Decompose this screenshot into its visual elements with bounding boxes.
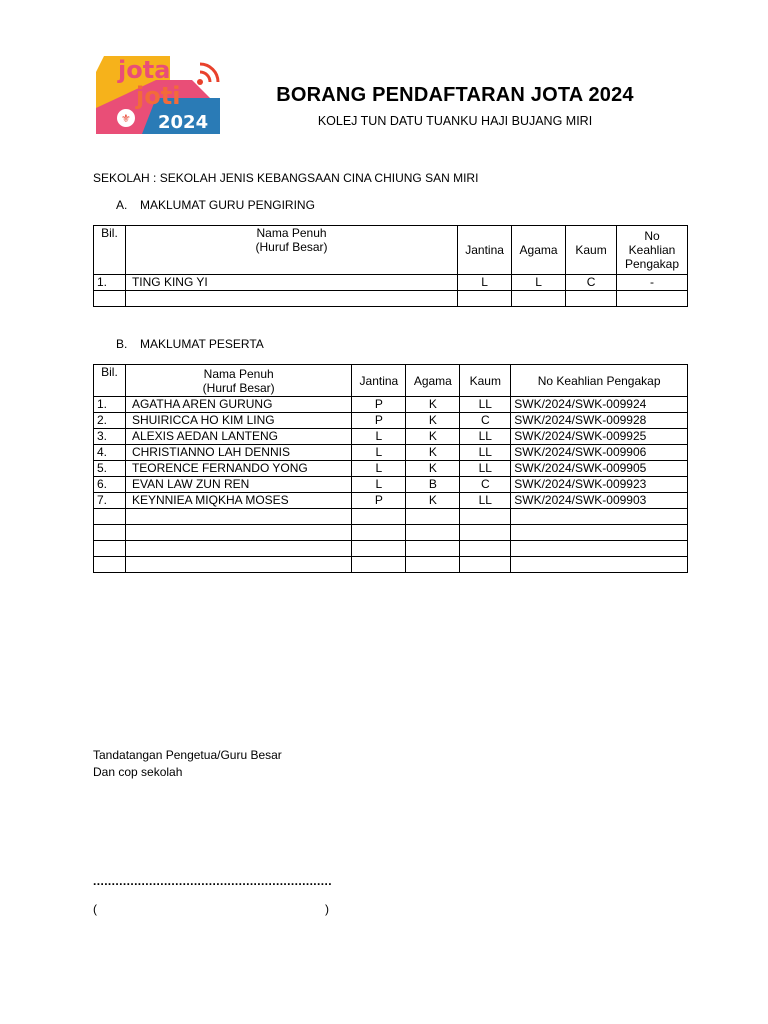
cell-nama xyxy=(125,541,351,557)
cell-nama: TING KING YI xyxy=(125,275,457,291)
name-close-paren: ) xyxy=(325,902,329,916)
table-row xyxy=(94,429,688,445)
cell-kaum: LL xyxy=(460,397,511,413)
header-agama: Agama xyxy=(406,365,460,397)
table-row xyxy=(94,413,688,429)
cell-jantina xyxy=(352,509,406,525)
cell-agama: K xyxy=(406,429,460,445)
svg-text:⚜: ⚜ xyxy=(121,112,131,125)
svg-text:2024: 2024 xyxy=(158,112,209,133)
table-row xyxy=(94,493,688,509)
cell-nama: CHRISTIANNO LAH DENNIS xyxy=(125,445,351,461)
cell-bil: 2. xyxy=(94,413,126,429)
section-b-title: MAKLUMAT PESERTA xyxy=(140,337,264,351)
participants-table xyxy=(93,364,688,573)
cell-no xyxy=(511,541,688,557)
cell-no xyxy=(511,509,688,525)
section-a-title: MAKLUMAT GURU PENGIRING xyxy=(140,198,315,212)
cell-kaum xyxy=(460,557,511,573)
cell-jantina: P xyxy=(352,413,406,429)
cell-agama: K xyxy=(406,413,460,429)
cell-no: SWK/2024/SWK-009925 xyxy=(511,429,688,445)
school-line: SEKOLAH : SEKOLAH JENIS KEBANGSAAN CINA CHIUNG SAN MIRI xyxy=(93,171,479,185)
cell-agama xyxy=(406,541,460,557)
cell-agama: L xyxy=(512,275,566,291)
cell-agama: K xyxy=(406,461,460,477)
cell-no xyxy=(511,525,688,541)
cell-nama: EVAN LAW ZUN REN xyxy=(125,477,351,493)
cell-jantina: L xyxy=(352,445,406,461)
cell-jantina: P xyxy=(352,397,406,413)
cell-no: SWK/2024/SWK-009906 xyxy=(511,445,688,461)
cell-jantina: L xyxy=(352,461,406,477)
cell-bil: 7. xyxy=(94,493,126,509)
header-nama-line2: (Huruf Besar) xyxy=(255,240,328,254)
cell-kaum xyxy=(460,509,511,525)
cell-nama: TEORENCE FERNANDO YONG xyxy=(125,461,351,477)
cell-agama: K xyxy=(406,493,460,509)
cell-bil: 4. xyxy=(94,445,126,461)
header-no-line3: Pengakap xyxy=(624,257,680,271)
header-bil: Bil. xyxy=(94,365,126,397)
cell-no: SWK/2024/SWK-009928 xyxy=(511,413,688,429)
header-nama-line1: Nama Penuh xyxy=(256,226,327,240)
table-row xyxy=(94,445,688,461)
header-nama-line1: Nama Penuh xyxy=(203,366,274,381)
svg-text:joti: joti xyxy=(136,82,181,110)
cell-kaum: C xyxy=(460,477,511,493)
header-jantina: Jantina xyxy=(458,226,512,275)
cell-bil xyxy=(94,541,126,557)
page-subtitle: KOLEJ TUN DATU TUANKU HAJI BUJANG MIRI xyxy=(317,114,593,128)
cell-agama: K xyxy=(406,445,460,461)
header-kaum: Kaum xyxy=(566,226,617,275)
cell-no: SWK/2024/SWK-009924 xyxy=(511,397,688,413)
cell-bil: 3. xyxy=(94,429,126,445)
cell-agama xyxy=(406,557,460,573)
cell-kaum: LL xyxy=(460,429,511,445)
table-row xyxy=(94,397,688,413)
cell-kaum: C xyxy=(460,413,511,429)
cell-jantina xyxy=(352,557,406,573)
cell-kaum xyxy=(566,291,617,307)
cell-jantina: L xyxy=(458,275,512,291)
header-nama xyxy=(125,365,351,397)
cell-bil: 1. xyxy=(94,275,126,291)
cell-jantina xyxy=(352,541,406,557)
cell-jantina xyxy=(458,291,512,307)
cell-jantina xyxy=(352,525,406,541)
jota-joti-2024-logo xyxy=(96,50,222,134)
cell-kaum: LL xyxy=(460,493,511,509)
section-a-marker: A. xyxy=(116,198,128,212)
cell-bil: 5. xyxy=(94,461,126,477)
signature-label: Tandatangan Pengetua/Guru Besar xyxy=(93,748,282,762)
cell-agama xyxy=(406,509,460,525)
cell-bil: 1. xyxy=(94,397,126,413)
cell-bil: 6. xyxy=(94,477,126,493)
table-row xyxy=(94,541,688,557)
header-no-keahlian xyxy=(617,226,688,275)
cell-kaum xyxy=(460,541,511,557)
cell-bil xyxy=(94,525,126,541)
table-row xyxy=(94,291,688,307)
teacher-table xyxy=(93,225,688,307)
cell-kaum: C xyxy=(566,275,617,291)
cell-agama xyxy=(512,291,566,307)
table-header-row xyxy=(94,226,688,275)
cell-agama: B xyxy=(406,477,460,493)
cell-nama xyxy=(125,525,351,541)
cell-agama: K xyxy=(406,397,460,413)
header-no-keahlian: No Keahlian Pengakap xyxy=(511,365,688,397)
table-row xyxy=(94,275,688,291)
cell-no xyxy=(511,557,688,573)
header-nama-line2: (Huruf Besar) xyxy=(202,380,275,395)
table-header-row xyxy=(94,365,688,397)
cell-no: - xyxy=(617,275,688,291)
name-open-paren: ( xyxy=(93,902,97,916)
cell-nama: ALEXIS AEDAN LANTENG xyxy=(125,429,351,445)
header-jantina: Jantina xyxy=(352,365,406,397)
cell-no: SWK/2024/SWK-009903 xyxy=(511,493,688,509)
cell-kaum: LL xyxy=(460,461,511,477)
signature-line: ................................................................ xyxy=(93,874,332,888)
cell-jantina: L xyxy=(352,429,406,445)
svg-text:jota: jota xyxy=(118,56,171,84)
cell-jantina: L xyxy=(352,477,406,493)
cell-bil xyxy=(94,291,126,307)
cell-jantina: P xyxy=(352,493,406,509)
page-title: BORANG PENDAFTARAN JOTA 2024 xyxy=(276,84,634,106)
table-row xyxy=(94,509,688,525)
cell-nama: KEYNNIEA MIQKHA MOSES xyxy=(125,493,351,509)
stamp-label: Dan cop sekolah xyxy=(93,765,183,779)
cell-bil xyxy=(94,557,126,573)
header-agama: Agama xyxy=(512,226,566,275)
header-no-line2: Keahlian xyxy=(628,243,676,257)
cell-nama xyxy=(125,291,457,307)
header-no-line1: No xyxy=(644,229,660,243)
cell-kaum: LL xyxy=(460,445,511,461)
cell-no: SWK/2024/SWK-009905 xyxy=(511,461,688,477)
header-kaum: Kaum xyxy=(460,365,511,397)
table-row xyxy=(94,525,688,541)
cell-bil xyxy=(94,509,126,525)
cell-kaum xyxy=(460,525,511,541)
table-row xyxy=(94,557,688,573)
table-row xyxy=(94,461,688,477)
cell-no: SWK/2024/SWK-009923 xyxy=(511,477,688,493)
table-row xyxy=(94,477,688,493)
cell-agama xyxy=(406,525,460,541)
cell-no xyxy=(617,291,688,307)
cell-nama: SHUIRICCA HO KIM LING xyxy=(125,413,351,429)
cell-nama xyxy=(125,509,351,525)
section-b-marker: B. xyxy=(116,337,128,351)
header-bil: Bil. xyxy=(94,226,126,275)
cell-nama xyxy=(125,557,351,573)
header-nama xyxy=(125,226,457,275)
cell-nama: AGATHA AREN GURUNG xyxy=(125,397,351,413)
